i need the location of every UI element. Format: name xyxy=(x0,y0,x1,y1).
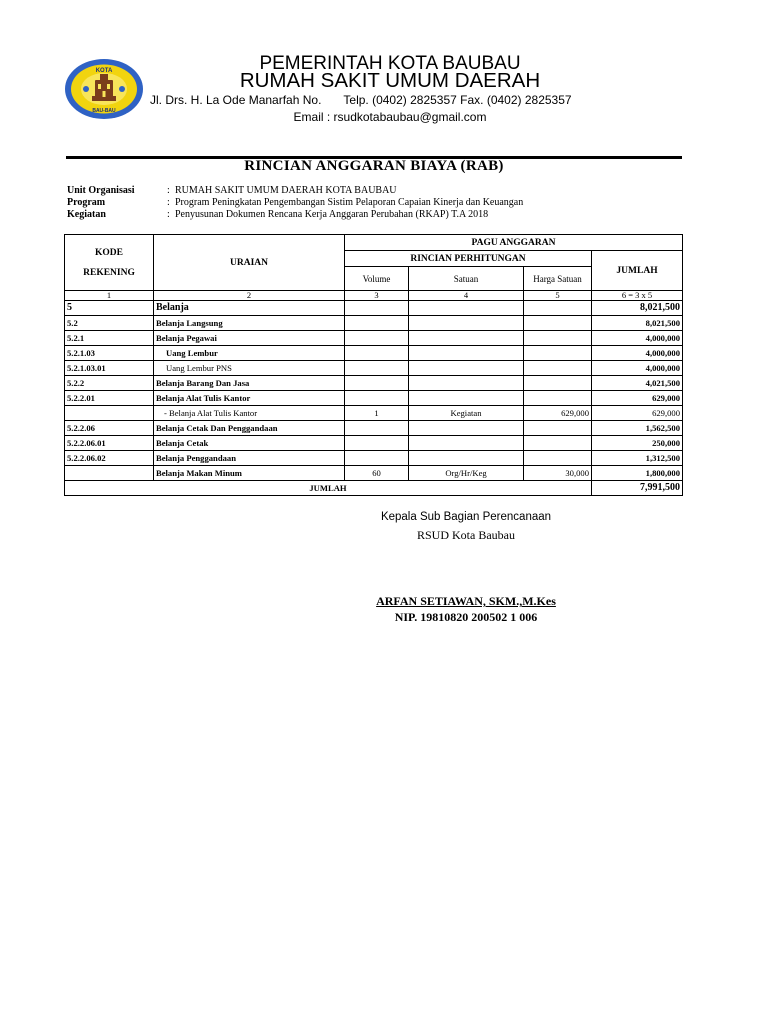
header-kode: KODE xyxy=(95,247,123,258)
info-label: Kegiatan xyxy=(67,209,106,220)
table-row xyxy=(65,346,683,361)
cell-harga xyxy=(524,451,592,466)
svg-text:BAU-BAU: BAU-BAU xyxy=(92,108,116,114)
info-label: Program xyxy=(67,197,106,208)
cell-satuan: Org/Hr/Keg xyxy=(409,466,524,481)
header-harga-satuan: Harga Satuan xyxy=(524,267,592,291)
cell-volume xyxy=(345,361,409,376)
cell-jumlah: 1,800,000 xyxy=(592,466,683,481)
cell-uraian: Belanja Cetak Dan Penggandaan xyxy=(154,421,345,436)
table-row xyxy=(65,331,683,346)
cell-satuan: Kegiatan xyxy=(409,406,524,421)
cell-harga xyxy=(524,331,592,346)
table-row xyxy=(65,436,683,451)
cell-satuan xyxy=(409,451,524,466)
cell-uraian: Belanja Penggandaan xyxy=(154,451,345,466)
cell-uraian: Belanja Barang Dan Jasa xyxy=(154,376,345,391)
info-colon: : xyxy=(167,185,170,196)
cell-uraian: Belanja Alat Tulis Kantor xyxy=(154,391,345,406)
table-row xyxy=(65,316,683,331)
cell-satuan xyxy=(409,376,524,391)
cell-volume xyxy=(345,391,409,406)
cell-uraian: Uang Lembur PNS xyxy=(154,361,345,376)
cell-volume xyxy=(345,436,409,451)
header-hospital-name: RUMAH SAKIT UMUM DAERAH xyxy=(239,69,541,92)
cell-satuan xyxy=(409,421,524,436)
cell-harga xyxy=(524,361,592,376)
header-jumlah: JUMLAH xyxy=(592,251,683,291)
cell-kode: 5.2.2.06.02 xyxy=(65,451,154,466)
info-label: Unit Organisasi xyxy=(67,185,135,196)
table-row xyxy=(65,406,683,421)
cell-harga xyxy=(524,391,592,406)
cell-harga: 629,000 xyxy=(524,406,592,421)
cell-uraian: Belanja xyxy=(154,301,345,316)
cell-jumlah: 629,000 xyxy=(592,391,683,406)
col-number: 1 xyxy=(65,291,154,301)
cell-uraian: Uang Lembur xyxy=(154,346,345,361)
header-volume: Volume xyxy=(345,267,409,291)
cell-satuan xyxy=(409,361,524,376)
cell-kode: 5.2.1 xyxy=(65,331,154,346)
cell-satuan xyxy=(409,301,524,316)
cell-uraian: Belanja Langsung xyxy=(154,316,345,331)
header-address-line xyxy=(150,93,572,107)
col-number: 5 xyxy=(524,291,592,301)
signature-nip: NIP. 19810820 200502 1 006 xyxy=(394,610,538,624)
cell-uraian: - Belanja Alat Tulis Kantor xyxy=(154,406,345,421)
signature-institution: RSUD Kota Baubau xyxy=(417,528,515,542)
info-kegiatan xyxy=(67,209,488,220)
cell-volume xyxy=(345,451,409,466)
total-value: 7,991,500 xyxy=(592,481,683,496)
cell-uraian: Belanja Makan Minum xyxy=(154,466,345,481)
cell-jumlah: 629,000 xyxy=(592,406,683,421)
header-rekening: REKENING xyxy=(83,267,135,278)
table-row xyxy=(65,466,683,481)
cell-jumlah: 4,000,000 xyxy=(592,346,683,361)
info-value: Program Peningkatan Pengembangan Sistim Pelaporan Capaian Kinerja dan Keuangan xyxy=(175,197,524,208)
cell-volume xyxy=(345,376,409,391)
cell-kode: 5.2.2 xyxy=(65,376,154,391)
cell-volume xyxy=(345,301,409,316)
header-satuan: Satuan xyxy=(409,267,524,291)
info-value: RUMAH SAKIT UMUM DAERAH KOTA BAUBAU xyxy=(175,185,397,196)
cell-kode: 5.2 xyxy=(65,316,154,331)
header-uraian: URAIAN xyxy=(154,235,345,291)
table-row xyxy=(65,376,683,391)
info-program xyxy=(67,197,523,208)
table-row xyxy=(65,451,683,466)
total-label: JUMLAH xyxy=(65,481,592,496)
cell-harga xyxy=(524,421,592,436)
header-email: Email : rsudkotabaubau@gmail.com xyxy=(293,110,487,124)
header-address: Jl. Drs. H. La Ode Manarfah No. xyxy=(150,93,322,107)
info-colon: : xyxy=(167,197,170,208)
cell-harga: 30,000 xyxy=(524,466,592,481)
cell-kode: 5.2.1.03.01 xyxy=(65,361,154,376)
document-title: RINCIAN ANGGARAN BIAYA (RAB) xyxy=(244,158,504,174)
signature-position: Kepala Sub Bagian Perencanaan xyxy=(380,511,552,523)
info-unit-organisasi xyxy=(67,185,397,196)
table-row xyxy=(65,391,683,406)
cell-satuan xyxy=(409,346,524,361)
cell-uraian: Belanja Cetak xyxy=(154,436,345,451)
col-number: 6 = 3 x 5 xyxy=(592,291,683,301)
cell-jumlah: 8,021,500 xyxy=(592,301,683,316)
cell-jumlah: 4,021,500 xyxy=(592,376,683,391)
cell-kode xyxy=(65,406,154,421)
signature-name: ARFAN SETIAWAN, SKM.,M.Kes xyxy=(376,594,556,608)
col-number: 3 xyxy=(345,291,409,301)
cell-volume xyxy=(345,331,409,346)
info-value: Penyusunan Dokumen Rencana Kerja Anggaran Perubahan (RKAP) T.A 2018 xyxy=(175,209,489,220)
cell-volume xyxy=(345,346,409,361)
cell-volume: 60 xyxy=(345,466,409,481)
cell-kode: 5.2.2.06.01 xyxy=(65,436,154,451)
cell-kode: 5.2.2.06 xyxy=(65,421,154,436)
table-row xyxy=(65,361,683,376)
kota-baubau-emblem-icon xyxy=(64,58,144,120)
cell-kode: 5.2.2.01 xyxy=(65,391,154,406)
header-phone-fax: Telp. (0402) 2825357 Fax. (0402) 2825357 xyxy=(343,93,572,107)
header-pagu-anggaran: PAGU ANGGARAN xyxy=(345,235,683,251)
cell-volume: 1 xyxy=(345,406,409,421)
svg-text:KOTA: KOTA xyxy=(95,68,113,74)
cell-jumlah: 8,021,500 xyxy=(592,316,683,331)
cell-harga xyxy=(524,346,592,361)
col-number: 2 xyxy=(154,291,345,301)
header-government-name: PEMERINTAH KOTA BAUBAU xyxy=(259,53,521,74)
cell-jumlah: 250,000 xyxy=(592,436,683,451)
cell-harga xyxy=(524,376,592,391)
cell-uraian: Belanja Pegawai xyxy=(154,331,345,346)
cell-jumlah: 1,562,500 xyxy=(592,421,683,436)
cell-kode: 5 xyxy=(65,301,154,316)
info-colon: : xyxy=(167,209,170,220)
cell-volume xyxy=(345,421,409,436)
table-row xyxy=(65,421,683,436)
table-total-row xyxy=(65,481,683,496)
cell-jumlah: 4,000,000 xyxy=(592,331,683,346)
table-row xyxy=(65,301,683,316)
rab-table xyxy=(64,234,683,496)
cell-satuan xyxy=(409,316,524,331)
cell-jumlah: 4,000,000 xyxy=(592,361,683,376)
cell-satuan xyxy=(409,391,524,406)
cell-satuan xyxy=(409,331,524,346)
cell-kode xyxy=(65,466,154,481)
col-number: 4 xyxy=(409,291,524,301)
cell-harga xyxy=(524,316,592,331)
cell-jumlah: 1,312,500 xyxy=(592,451,683,466)
cell-harga xyxy=(524,436,592,451)
header-rincian-perhitungan: RINCIAN PERHITUNGAN xyxy=(345,251,592,267)
cell-satuan xyxy=(409,436,524,451)
cell-volume xyxy=(345,316,409,331)
cell-harga xyxy=(524,301,592,316)
header-kode-rekening xyxy=(65,235,154,291)
cell-kode: 5.2.1.03 xyxy=(65,346,154,361)
